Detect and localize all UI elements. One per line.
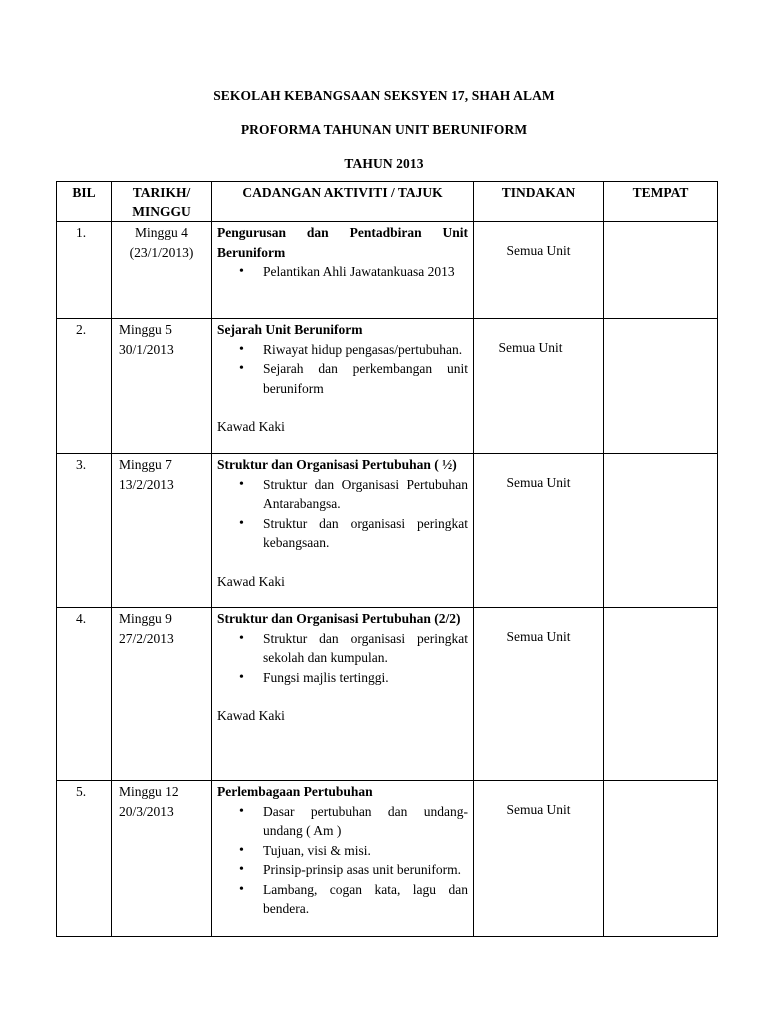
activity-cell — [212, 319, 474, 454]
date-label: (23/1/2013) — [129, 244, 194, 260]
tindakan-cell — [474, 454, 604, 608]
row-number: 3. — [75, 457, 87, 472]
document-year: TAHUN 2013 — [344, 156, 424, 171]
list-item: • Dasar pertubuhan dan undang-undang ( Am ) — [263, 802, 468, 841]
tindakan-value: Semua Unit — [498, 340, 563, 355]
list-item: • Pelantikan Ahli Jawatankuasa 2013 — [263, 262, 468, 282]
activity-title: Sejarah Unit Beruniform — [217, 322, 363, 337]
kawad-note: Kawad Kaki — [217, 708, 285, 723]
tindakan-value: Semua Unit — [506, 475, 571, 490]
row-number-cell — [57, 319, 112, 454]
tindakan-value: Semua Unit — [506, 629, 571, 644]
week-label: Minggu 9 — [119, 611, 172, 626]
header-bil: BIL — [57, 182, 112, 222]
tindakan-cell — [474, 608, 604, 781]
list-item: • Sejarah dan perkembangan unit beruniform — [263, 359, 468, 398]
date-cell — [112, 781, 212, 937]
row-number: 5. — [75, 784, 87, 799]
list-item: • Riwayat hidup pengasas/pertubuhan. — [263, 340, 468, 360]
table-row — [57, 608, 718, 781]
activity-cell — [212, 781, 474, 937]
activity-list — [217, 802, 468, 919]
row-number: 2. — [75, 322, 87, 337]
date-label: 13/2/2013 — [119, 476, 174, 492]
tempat-cell — [604, 781, 718, 937]
school-name: SEKOLAH KEBANGSAAN SEKSYEN 17, SHAH ALAM — [213, 88, 555, 103]
kawad-note: Kawad Kaki — [217, 573, 285, 589]
tempat-cell — [604, 454, 718, 608]
date-cell — [112, 608, 212, 781]
tempat-cell — [604, 222, 718, 319]
table-header-row — [57, 182, 718, 222]
activity-cell — [212, 454, 474, 608]
activity-cell — [212, 222, 474, 319]
tempat-cell — [604, 319, 718, 454]
list-item: • Fungsi majlis tertinggi. — [263, 668, 468, 688]
header-tempat: TEMPAT — [604, 182, 718, 222]
activity-list — [217, 629, 468, 688]
list-item: • Tujuan, visi & misi. — [263, 841, 468, 861]
row-number-cell — [57, 222, 112, 319]
row-number-cell — [57, 454, 112, 608]
date-label: 20/3/2013 — [119, 803, 174, 819]
table-row — [57, 781, 718, 937]
list-item: • Struktur dan Organisasi Pertubuhan Antarabangsa. — [263, 475, 468, 514]
activity-list — [217, 262, 468, 282]
list-item: • Prinsip-prinsip asas unit beruniform. — [263, 860, 468, 880]
date-cell — [112, 222, 212, 319]
week-label: Minggu 5 — [119, 322, 172, 337]
date-label: 27/2/2013 — [119, 630, 174, 646]
table-row — [57, 319, 718, 454]
week-label: Minggu 12 — [119, 784, 179, 799]
tindakan-cell — [474, 781, 604, 937]
document-title: PROFORMA TAHUNAN UNIT BERUNIFORM — [240, 122, 528, 137]
tindakan-value: Semua Unit — [506, 243, 571, 258]
activity-title: Pengurusan dan Pentadbiran Unit Beruniform — [217, 225, 468, 260]
list-item: • Lambang, cogan kata, lagu dan bendera. — [263, 880, 468, 919]
list-item: • Struktur dan organisasi peringkat kebangsaan. — [263, 514, 468, 553]
date-label: 30/1/2013 — [119, 341, 174, 357]
tindakan-value: Semua Unit — [506, 802, 571, 817]
activity-title: Struktur dan Organisasi Pertubuhan ( ½) — [217, 457, 457, 472]
header-aktiviti: CADANGAN AKTIVITI / TAJUK — [212, 182, 474, 222]
tindakan-cell — [474, 319, 604, 454]
list-item: • Struktur dan organisasi peringkat sekolah dan kumpulan. — [263, 629, 468, 668]
activity-title: Struktur dan Organisasi Pertubuhan (2/2) — [217, 611, 461, 626]
kawad-note: Kawad Kaki — [217, 419, 285, 434]
week-label: Minggu 7 — [119, 457, 172, 472]
activity-list — [217, 475, 468, 553]
activity-cell — [212, 608, 474, 781]
tindakan-cell — [474, 222, 604, 319]
date-cell — [112, 319, 212, 454]
header-tindakan: TINDAKAN — [474, 182, 604, 222]
row-number: 1. — [75, 225, 87, 240]
week-label: Minggu 4 — [135, 225, 188, 240]
activity-title: Perlembagaan Pertubuhan — [217, 784, 373, 799]
table-row — [57, 222, 718, 319]
proforma-table — [56, 181, 718, 937]
table-row — [57, 454, 718, 608]
date-cell — [112, 454, 212, 608]
row-number-cell — [57, 781, 112, 937]
row-number-cell — [57, 608, 112, 781]
tempat-cell — [604, 608, 718, 781]
row-number: 4. — [75, 611, 87, 626]
header-tarikh: TARIKH/ MINGGU — [112, 182, 212, 222]
document-header — [0, 86, 768, 188]
activity-list — [217, 340, 468, 399]
